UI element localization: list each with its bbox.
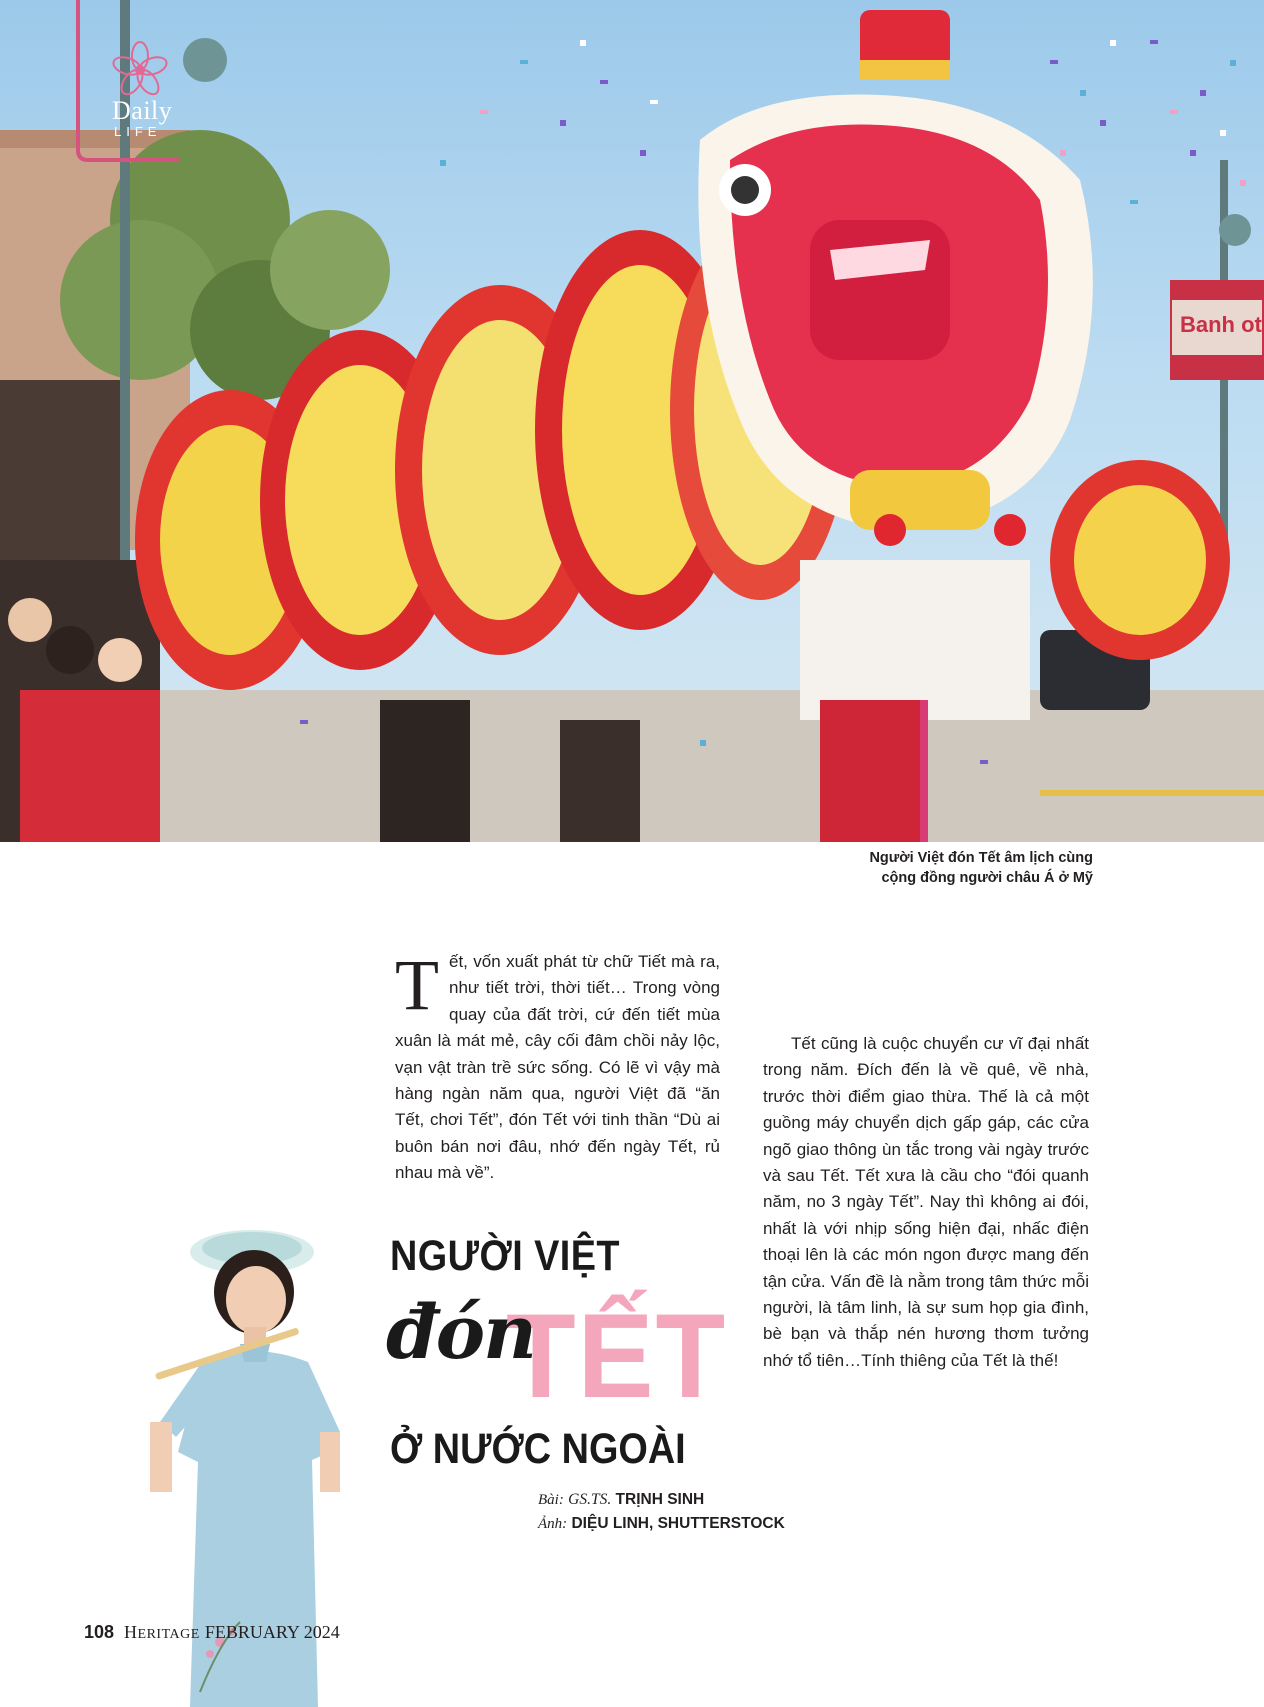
photo-caption [760,848,1093,888]
shop-sign-text: Banh ot [1180,312,1262,337]
magazine-name-initial: H [124,1622,138,1642]
author-title: GS.TS. [568,1491,612,1508]
flower-logo-icon [60,0,200,170]
title-line-1: NGƯỜI VIỆT [390,1232,620,1280]
article-paragraph-2: Tết cũng là cuộc chuyển cư vĩ đại nhất trong năm. Đích đến là về quê, về nhà, trước thời điểm giao thừa. Thế là cả một guồng máy chuyển dịch gấp gáp, các cửa ngõ giao thông ùn tắc trong vài ngày trước và sau Tết. Tết xưa là cầu cho “đói quanh năm, no 3 ngày Tết”. Nay thì không ai đói, nhất là với nhịp sống hiện đại, nhấc điện thoại lên là các món ngon được mang đến tận cửa. Vấn đề là nằm trong tâm thức mỗi người, là tâm linh, là sự sum họp gia đình, bè bạn và thắp nén hương thơm tưởng nhớ tổ tiên…Tính thiêng của Tết là thế! [763,1034,1089,1370]
author-role: Bài: [538,1492,564,1508]
drop-cap: T [395,945,439,1025]
title-line-3: Ở NƯỚC NGOÀI [390,1425,686,1473]
article-credits [538,1488,785,1536]
issue-date: FEBRUARY 2024 [204,1622,340,1642]
section-label-daily: Daily [112,96,173,125]
caption-line-1: Người Việt đón Tết âm lịch cùng [869,850,1093,866]
photo-names: DIỆU LINH, SHUTTERSTOCK [571,1515,785,1532]
section-label-life: LIFE [114,124,162,139]
article-column-2 [763,1031,1089,1374]
magazine-name-rest: ERITAGE [137,1627,200,1642]
author-credit [538,1488,785,1512]
author-name: TRỊNH SINH [615,1491,705,1508]
article-column-1 [395,945,720,1187]
caption-line-2: cộng đồng người châu Á ở Mỹ [881,870,1093,886]
page-number: 108 [84,1622,115,1642]
title-highlight: TẾT [506,1289,728,1423]
section-logo [60,0,200,170]
title-script: đón [386,1290,535,1376]
photo-role: Ảnh: [538,1516,568,1532]
page-footer [84,1622,340,1643]
photo-credit [538,1512,785,1536]
article-paragraph-1: ết, vốn xuất phát từ chữ Tiết mà ra, như tiết trời, thời tiết… Trong vòng quay của đất trời, cứ đến tiết mùa xuân là mát mẻ, cây cối đâm chồi nảy lộc, vạn vật tràn trề sức sống. Có lẽ vì vậy mà hàng ngàn năm qua, người Việt đã “ăn Tết, chơi Tết”, đón Tết với tinh thần “Dù ai buôn bán nơi đâu, nhớ đến ngày Tết, rủ nhau mà về”. [395,952,720,1183]
